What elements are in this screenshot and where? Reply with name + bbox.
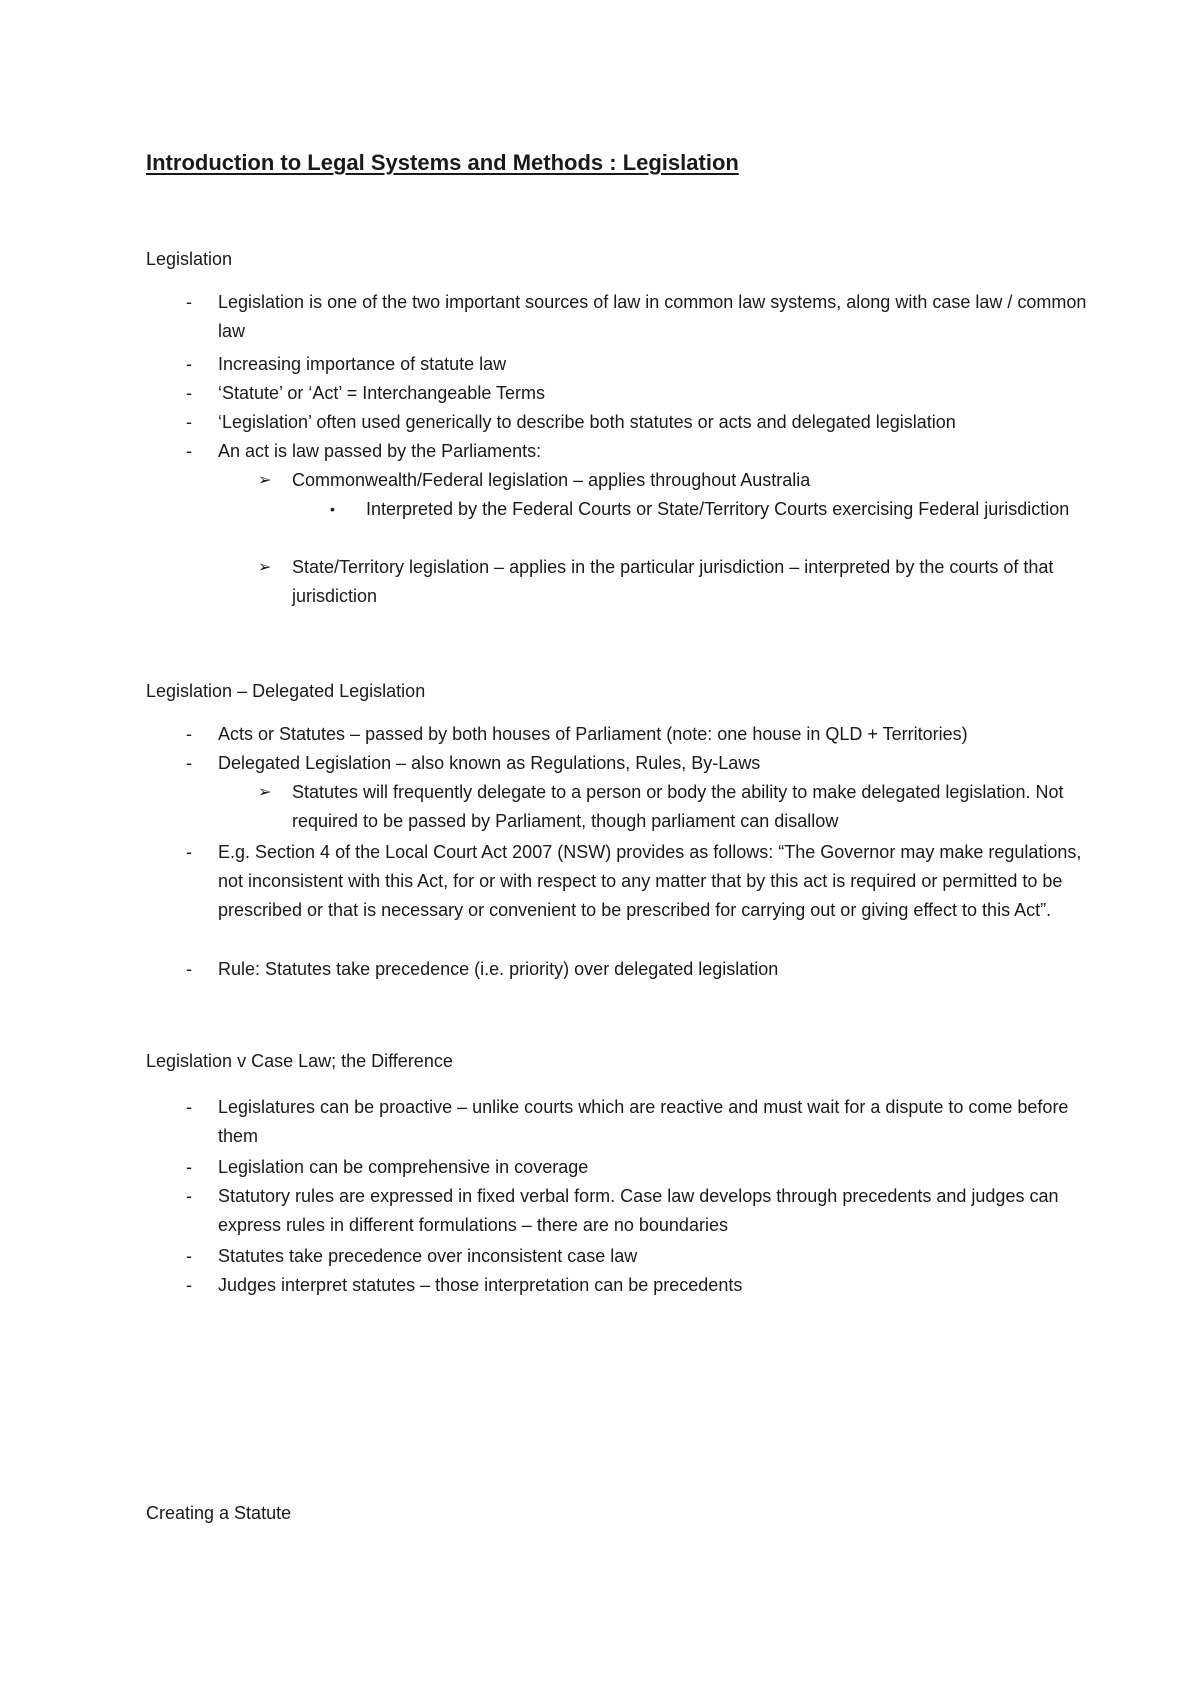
arrow-bullet-icon: ➢ (258, 559, 272, 576)
arrow-bullet-icon: ➢ (258, 472, 272, 489)
list-item: Legislation can be comprehensive in coverage (218, 1157, 589, 1177)
dash-marker: - (186, 1186, 192, 1206)
dash-marker: - (186, 1275, 192, 1295)
dash-marker: - (186, 1157, 192, 1177)
dash-marker: - (186, 1097, 192, 1117)
list-item: Statutory rules are expressed in fixed verbal form. Case law develops through precedents and judges can express rules in different formulations – there are no boundaries (218, 1186, 1059, 1235)
dash-marker: - (186, 292, 192, 312)
dash-marker: - (186, 354, 192, 374)
section-heading-creating-a-statute: Creating a Statute (146, 1503, 292, 1523)
list-item: An act is law passed by the Parliaments: (218, 441, 542, 461)
dash-marker: - (186, 441, 192, 461)
list-item: Statutes will frequently delegate to a person or body the ability to make delegated legislation. Not required to be passed by Parliament, though parliament can disallow (292, 782, 1064, 831)
list-item: Commonwealth/Federal legislation – applies throughout Australia (292, 470, 811, 490)
section-heading-case-law-difference: Legislation v Case Law; the Difference (146, 1051, 453, 1071)
list-item: Interpreted by the Federal Courts or State/Territory Courts exercising Federal jurisdiction (366, 499, 1070, 519)
list-item: Statutes take precedence over inconsistent case law (218, 1246, 638, 1266)
dot-bullet-icon: • (330, 501, 335, 517)
list-item: Increasing importance of statute law (218, 354, 507, 374)
dash-marker: - (186, 724, 192, 744)
dash-marker: - (186, 412, 192, 432)
arrow-bullet-icon: ➢ (258, 784, 272, 801)
list-item: Delegated Legislation – also known as Regulations, Rules, By-Laws (218, 753, 761, 773)
list-item: State/Territory legislation – applies in the particular jurisdiction – interpreted by the courts of that jurisdiction (292, 557, 1054, 606)
dash-marker: - (186, 842, 192, 862)
list-item: Legislatures can be proactive – unlike courts which are reactive and must wait for a dispute to come before them (218, 1097, 1069, 1146)
document-title: Introduction to Legal Systems and Methods : Legislation (146, 150, 739, 175)
dash-marker: - (186, 959, 192, 979)
list-item: Legislation is one of the two important sources of law in common law systems, along with case law / common law (218, 292, 1087, 341)
list-item: ‘Statute’ or ‘Act’ = Interchangeable Terms (218, 383, 546, 403)
list-item: Rule: Statutes take precedence (i.e. priority) over delegated legislation (218, 959, 779, 979)
section-heading-delegated-legislation: Legislation – Delegated Legislation (146, 681, 426, 701)
dash-marker: - (186, 1246, 192, 1266)
list-item: Judges interpret statutes – those interpretation can be precedents (218, 1275, 743, 1295)
dash-marker: - (186, 753, 192, 773)
dash-marker: - (186, 383, 192, 403)
list-item: Acts or Statutes – passed by both houses of Parliament (note: one house in QLD + Territories) (218, 724, 968, 744)
section-heading-legislation: Legislation (146, 249, 233, 269)
list-item: ‘Legislation’ often used generically to describe both statutes or acts and delegated legislation (218, 412, 956, 432)
list-item: E.g. Section 4 of the Local Court Act 2007 (NSW) provides as follows: “The Governor may make regulations, not inconsistent with this Act, for or with respect to any matter that by this act is required or permitted to be prescribed or that is necessary or convenient to be prescribed for carrying out or giving effect to this Act”. (218, 842, 1082, 920)
